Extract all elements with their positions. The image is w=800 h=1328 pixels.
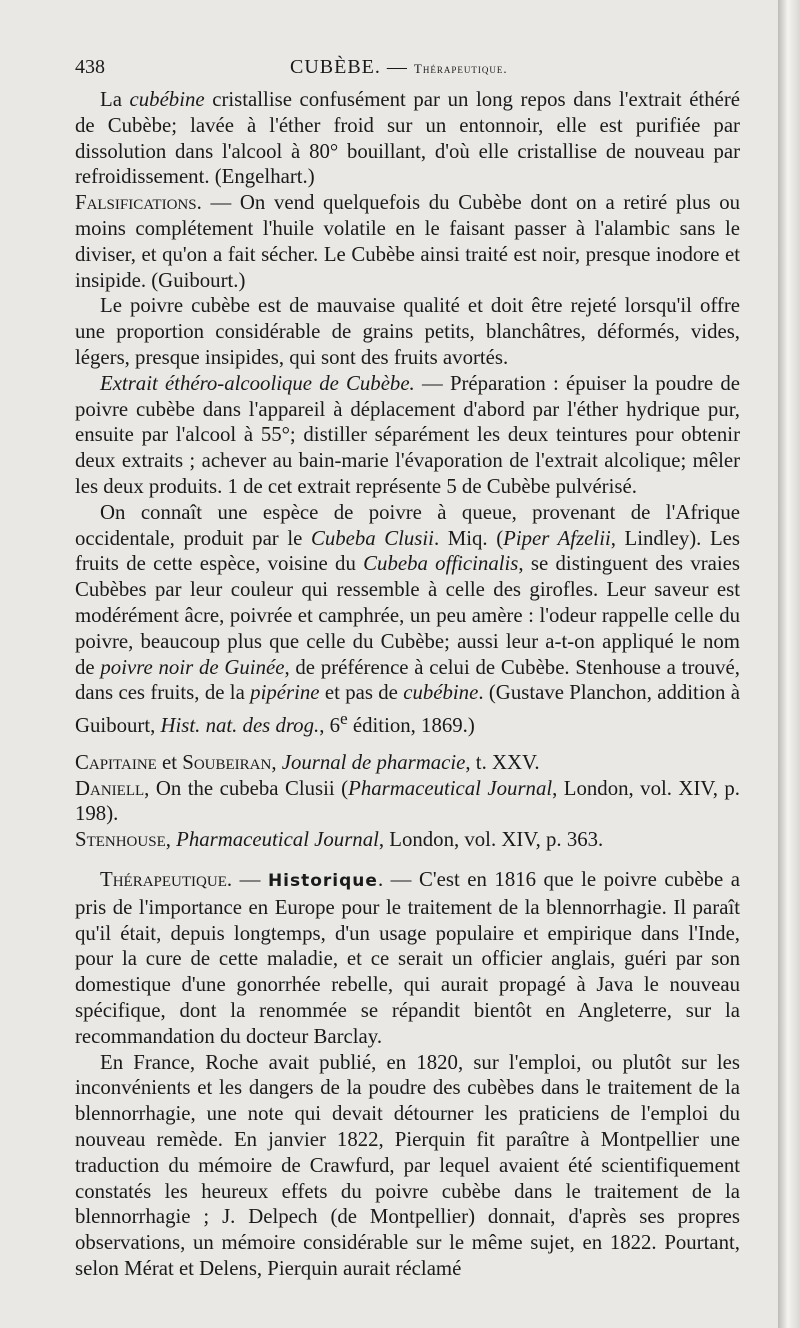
paragraph-cubebine bbox=[75, 87, 740, 190]
text-run: , bbox=[165, 828, 177, 852]
subheading-extrait: Extrait éthéro-alcoolique de Cubèbe. bbox=[100, 371, 415, 395]
reference-item bbox=[75, 776, 740, 828]
reference-item bbox=[75, 750, 740, 776]
subheading-historique: Historique bbox=[267, 871, 378, 892]
text-run: , London, vol. XIV, p. 198). bbox=[75, 776, 740, 826]
running-title-main: CUBÈBE. bbox=[290, 56, 381, 78]
ref-journal: Journal de pharmacie bbox=[281, 750, 466, 774]
text-run: On connaît une espèce de poivre à queue, provenant de l'Afrique occidentale, produit par le bbox=[75, 500, 740, 550]
page-body bbox=[75, 87, 740, 1282]
paragraph-quality: Le poivre cubèbe est de mauvaise qualité et doit être rejeté lorsqu'il offre une proportion considérable de grains petits, blanchâtres, déformés, vides, légers, presque insipides, qui sont des fruits avortés. bbox=[75, 294, 740, 369]
ref-author: Stenhouse bbox=[75, 828, 166, 852]
text-run: et bbox=[156, 750, 183, 774]
running-title bbox=[290, 56, 508, 79]
text-run: , de préférence à celui de Cubèbe. Stenhouse a trouvé, dans ces fruits, de la bbox=[75, 655, 740, 705]
text-run: — On vend quelquefois du Cubèbe dont on a retiré plus ou moins complétement l'huile volatile en le faisant passer à l'alambic sans le diviser, et qu'on a fait sécher. Le Cubèbe ainsi traité est noir, presque inodore et insipide. (Guibourt.) bbox=[75, 191, 740, 292]
section-heading-falsifications: Falsifications. bbox=[75, 191, 202, 215]
text-run: , se distinguent des vraies Cubèbes par leur couleur qui ressemble à celle des girofles. Leur saveur est modérément âcre, poivrée et camphrée, un peu amère : l'odeur rappelle celle du poivre, beaucoup plus que celle du Cubèbe; aussi leur a-t-on appliqué le nom de bbox=[75, 552, 740, 679]
text-run: et pas de bbox=[319, 681, 404, 705]
text-run: . — C'est en 1816 que le poivre cubèbe a pris de l'importance en Europe pour le traitement de la blennorrhagie. Il paraît qu'il était, depuis longtemps, d'un usage populaire et empirique dans l'Inde, pour la cure de cette maladie, et ce serait un officier anglais, guéri par son domestique d'une gonorrhée rebelle, qui aurait propagé à Java le nouveau spécifique, dont la renommée se répandit bientôt en Angleterre, sur la recommandation du docteur Barclay. bbox=[75, 868, 740, 1048]
term-italic: Cubeba Clusii bbox=[310, 526, 434, 550]
text-run: édition, 1869.) bbox=[347, 714, 475, 738]
text-run: cristallise confusément par un long repos dans l'extrait éthéré de Cubèbe; lavée à l'éther froid sur un entonnoir, elle est purifiée par dissolution dans l'alcool à 80° bouillant, d'où elle cristallise de nouveau par refroidissement. (Engelhart.) bbox=[75, 88, 740, 189]
running-head bbox=[75, 56, 740, 86]
ref-author: Capitaine bbox=[75, 750, 157, 774]
paragraph-extrait bbox=[75, 371, 740, 500]
text-run: — bbox=[232, 868, 268, 892]
page-edge bbox=[778, 0, 800, 1328]
text-run: . (Gustave Planchon, addition à Guibourt, bbox=[75, 681, 740, 738]
paragraph-france: En France, Roche avait publié, en 1820, sur l'emploi, ou plutôt sur les inconvénients et les dangers de la poudre des cubèbes dans le traitement de la blennorrhagie, une note qui devait détourner les praticiens de l'emploi du nouveau remède. En janvier 1822, Pierquin fit paraître à Montpellier une traduction du mémoire de Crawfurd, par lequel avaient été scientifiquement constatés les heureux effets du poivre cubèbe dans le traitement de la blennorrhagie ; J. Delpech (de Montpellier) donnait, d'après ses propres observations, un mémoire considérable sur le même sujet, en 1822. Pourtant, selon Mérat et Delens, Pierquin aurait réclamé bbox=[75, 1050, 740, 1280]
paragraph-cubeba-clusii bbox=[75, 500, 740, 739]
term-italic: cubébine bbox=[403, 681, 479, 705]
ref-journal: Pharmaceutical Journal bbox=[348, 776, 553, 800]
paragraph-falsifications bbox=[75, 190, 740, 293]
text-run: , bbox=[271, 750, 282, 774]
running-title-dash: — bbox=[386, 56, 408, 78]
superscript: e bbox=[339, 709, 348, 729]
text-run: , Lindley). Les fruits de cette espèce, voisine du bbox=[75, 526, 740, 576]
term-italic: Cubeba officinalis bbox=[363, 552, 519, 576]
text-run: . Miq. ( bbox=[433, 526, 504, 550]
text-run: La bbox=[100, 88, 130, 111]
section-heading-therapeutique: Thérapeutique. bbox=[100, 868, 233, 892]
term-cubebine: cubébine bbox=[129, 88, 205, 111]
reference-item bbox=[75, 827, 740, 853]
term-italic: Piper Afzelii bbox=[503, 526, 611, 550]
page-number: 438 bbox=[75, 56, 105, 78]
ref-author: Daniell bbox=[75, 776, 145, 800]
ref-journal: Pharmaceutical Journal bbox=[176, 828, 379, 852]
term-italic: poivre noir de Guinée bbox=[100, 655, 285, 679]
ref-author: Soubeiran bbox=[182, 750, 272, 774]
running-title-section: Thérapeutique. bbox=[413, 61, 508, 76]
paragraph-therapeutique bbox=[75, 867, 740, 1050]
term-italic: Hist. nat. des drog. bbox=[160, 714, 320, 738]
text-run: — Préparation : épuiser la poudre de poivre cubèbe dans l'appareil à déplacement d'abord par l'éther hydrique pur, ensuite par l'alcool à 55°; distiller séparément les deux teintures pour obtenir deux extraits ; achever au bain-marie l'évaporation de l'extrait alcolique; mêler les deux produits. 1 de cet extrait représente 5 de Cubèbe pulvérisé. bbox=[75, 371, 740, 498]
text-run: , 6 bbox=[319, 714, 340, 738]
text-run: , On the cubeba Clusii ( bbox=[144, 776, 349, 800]
term-italic: pipérine bbox=[250, 681, 320, 705]
text-run: , t. XXV. bbox=[465, 750, 540, 774]
text-run: , London, vol. XIV, p. 363. bbox=[378, 828, 604, 852]
